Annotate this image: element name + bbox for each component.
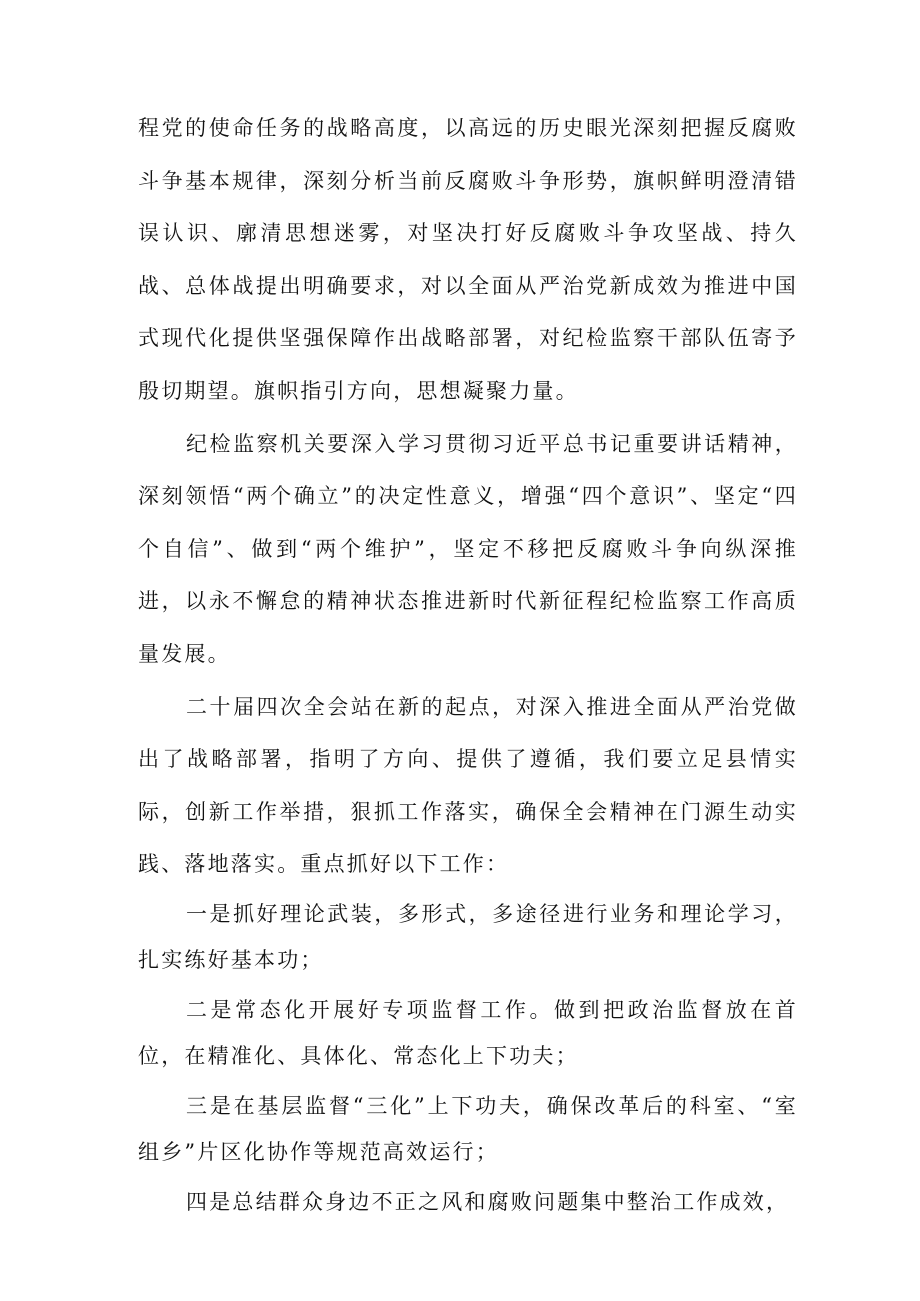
paragraph-7: 四是总结群众身边不正之风和腐败问题集中整治工作成效， (186, 1189, 790, 1214)
paragraph-4: 一是抓好理论武装，多形式，多途径进行业务和理论学习，扎实练好基本功； (138, 901, 798, 972)
paragraph-5: 二是常态化开展好专项监督工作。做到把政治监督放在首位，在精准化、具体化、常态化上下功夫； (138, 997, 798, 1068)
document-body (138, 102, 798, 1225)
paragraph-6: 三是在基层监督“三化”上下功夫，确保改革后的科室、“室组乡”片区化协作等规范高效运行； (138, 1093, 798, 1164)
paragraph-1: 程党的使命任务的战略高度，以高远的历史眼光深刻把握反腐败斗争基本规律，深刻分析当前反腐败斗争形势，旗帜鲜明澄清错误认识、廓清思想迷雾，对坚决打好反腐败斗争攻坚战、持久战、总体战提出明确要求，对以全面从严治党新成效为推进中国式现代化提供坚强保障作出战略部署，对纪检监察干部队伍寄予殷切期望。旗帜指引方向，思想凝聚力量。 (138, 116, 798, 403)
paragraph-2: 纪检监察机关要深入学习贯彻习近平总书记重要讲话精神，深刻领悟“两个确立”的决定性意义，增强“四个意识”、坚定“四个自信”、做到“两个维护”，坚定不移把反腐败斗争向纵深推进，以永不懈怠的精神状态推进新时代新征程纪检监察工作高质量发展。 (138, 431, 798, 666)
paragraph-3: 二十届四次全会站在新的起点，对深入推进全面从严治党做出了战略部署，指明了方向、提供了遵循，我们要立足县情实际，创新工作举措，狠抓工作落实，确保全会精神在门源生动实践、落地落实。重点抓好以下工作： (138, 694, 798, 877)
